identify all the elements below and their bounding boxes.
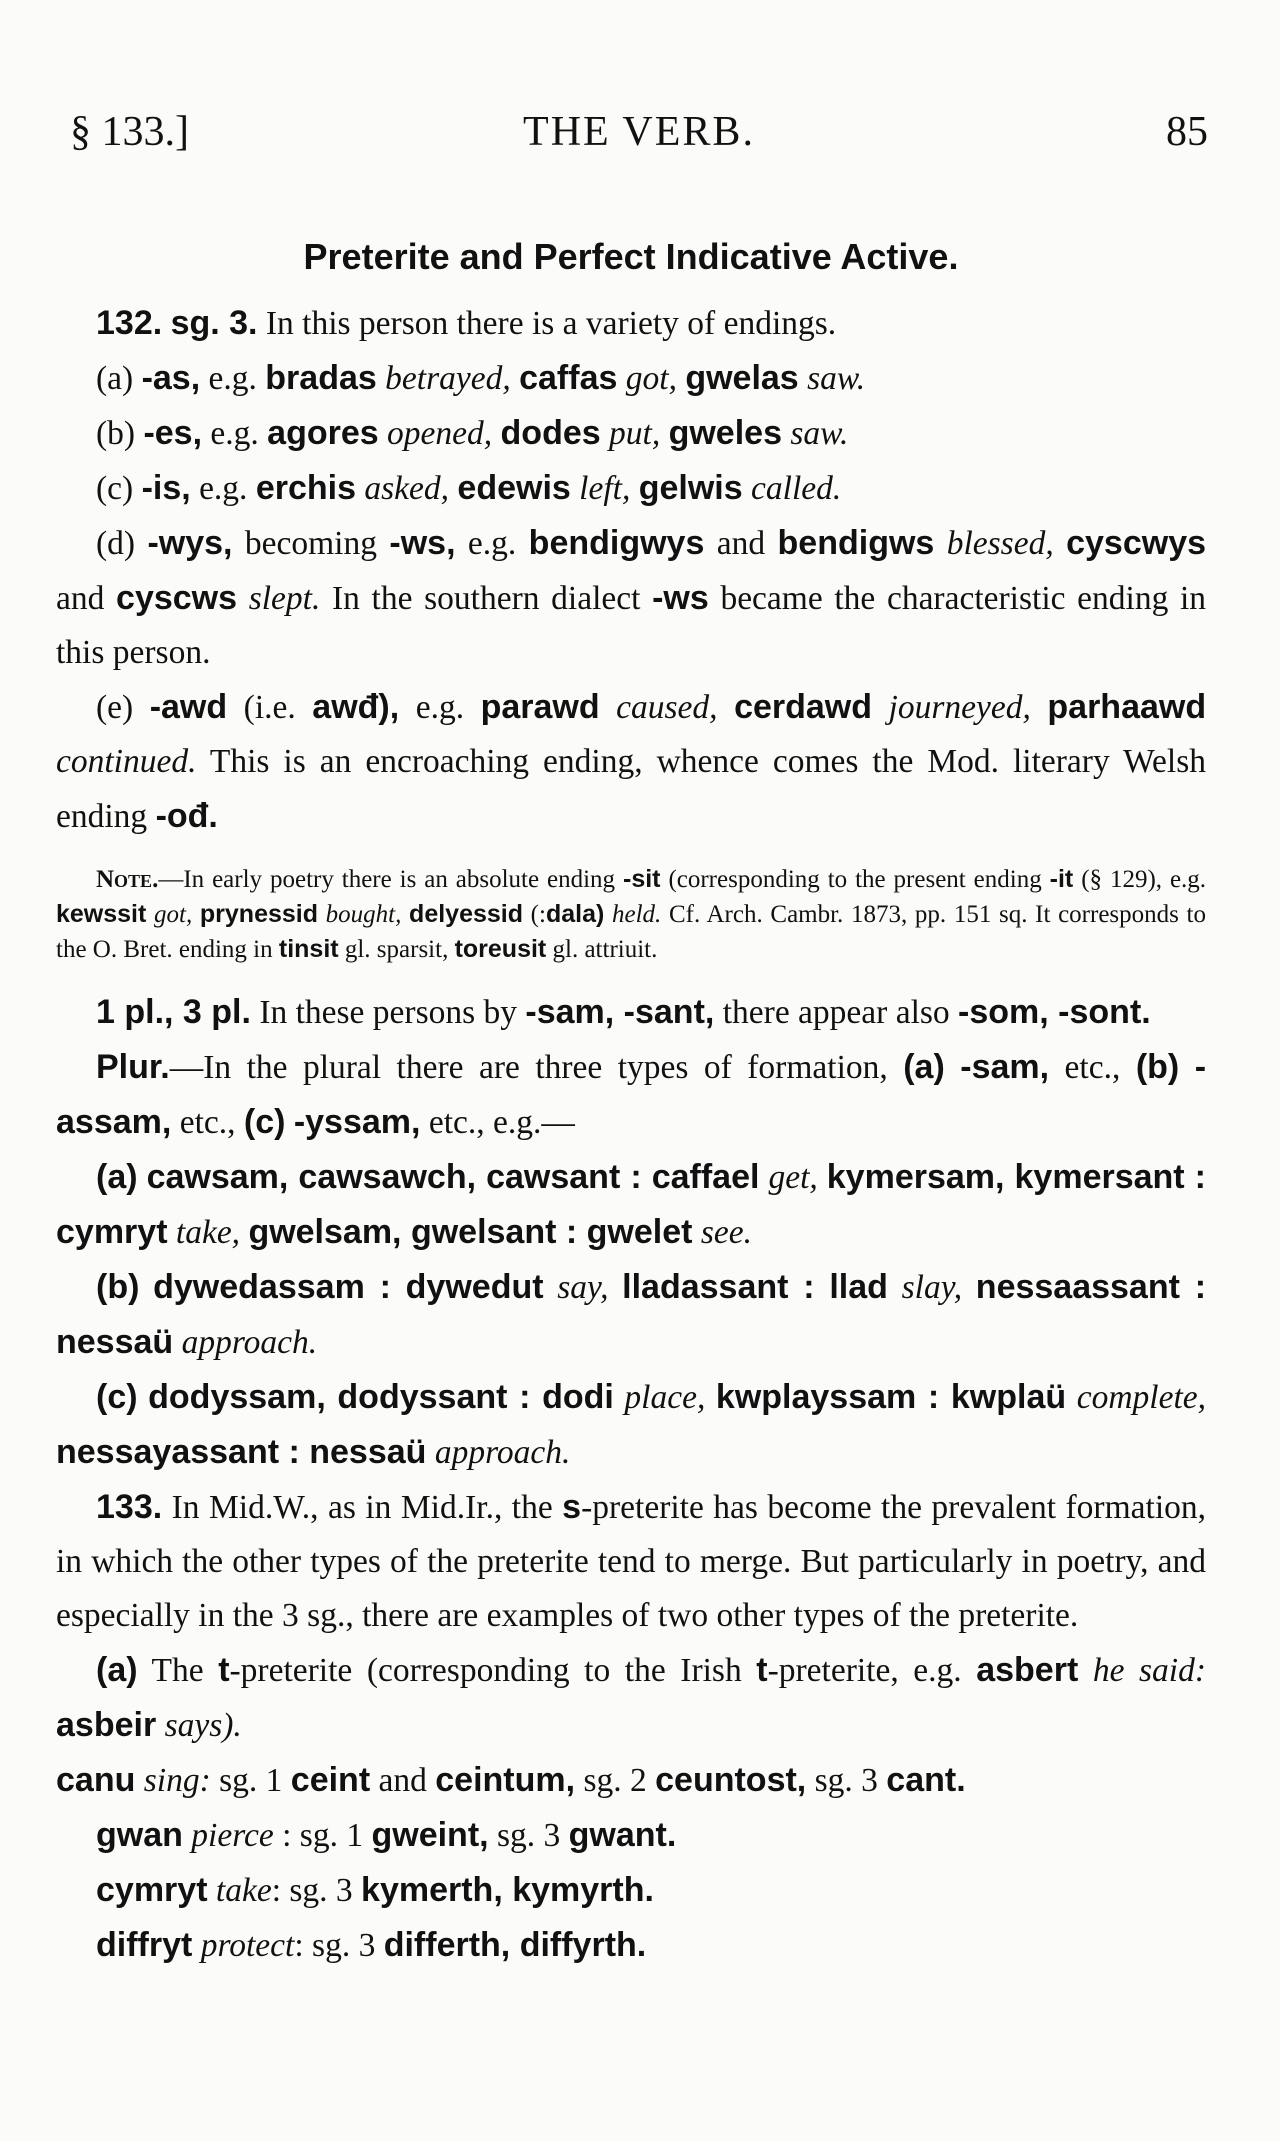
plural-examples-a: (a) cawsam, cawsawch, cawsant : caffael get, kymersam, kymersant : cymryt take, gwelsam, gwelsant : gwelet see. xyxy=(56,1158,1206,1251)
example-gwan: gwan pierce : sg. 1 gweint, sg. 3 gwant. xyxy=(96,1816,677,1854)
plural-examples-c: (c) dodyssam, dodyssant : dodi place, kwplayssam : kwplaü complete, nessayassant : nessaü approach. xyxy=(56,1378,1206,1471)
example-canu: canu sing: sg. 1 ceint and ceintum, sg. 2 ceuntost, sg. 3 cant. xyxy=(56,1761,966,1799)
person-label: sg. 3. xyxy=(170,304,258,342)
page-number: 85 xyxy=(1166,109,1208,155)
ending-c: (c) -is, e.g. erchis asked, edewis left, gelwis called. xyxy=(96,469,842,507)
plural-examples-b: (b) dywedassam : dywedut say, lladassant : llad slay, nessaassant : nessaü approach. xyxy=(56,1268,1207,1361)
ending-b: (b) -es, e.g. agores opened, dodes put, gweles saw. xyxy=(96,414,849,452)
page-body xyxy=(56,230,1206,1973)
footnote: Note.—In early poetry there is an absolute ending -sit (corresponding to the present ending -it (§ 129), e.g. kewssit got, prynessid bought, delyessid (:dala) held. Cf. Arch. Cambr. 1873, pp. 151 sq. It corresponds to the O. Bret. ending in tinsit gl. sparsit, toreusit gl. attriuit. xyxy=(56,865,1207,963)
paragraph-133: 133. In Mid.W., as in Mid.Ir., the s-preterite has become the prevalent formation, in which the other types of the preterite tend to merge. But particularly in poetry, and especially in the 3 sg., there are examples of two other types of the preterite. xyxy=(56,1488,1206,1634)
plural-types: Plur.—In the plural there are three types of formation, (a) -sam, etc., (b) -assam, etc., (c) -yssam, etc., e.g.— xyxy=(56,1048,1207,1141)
ending-a: (a) -as, e.g. bradas betrayed, caffas got, gwelas saw. xyxy=(96,359,866,397)
text: In this person there is a variety of endings. xyxy=(265,305,837,342)
ending-d: (d) -wys, becoming -ws, e.g. bendigwys and bendigws blessed, cyscwys and cyscws slept. In the southern dialect -ws became the characteristic ending in this person. xyxy=(56,524,1207,671)
running-header xyxy=(70,108,1208,158)
t-preterite: (a) The t-preterite (corresponding to the Irish t-preterite, e.g. asbert he said: asbeir says). xyxy=(56,1651,1207,1744)
running-title: THE VERB. xyxy=(523,109,755,155)
example-diffryt: diffryt protect: sg. 3 differth, diffyrth. xyxy=(96,1926,647,1964)
paragraph-132-intro xyxy=(56,296,1206,351)
example-cymryt: cymryt take: sg. 3 kymerth, kymyrth. xyxy=(96,1871,654,1909)
section-title: Preterite and Perfect Indicative Active. xyxy=(303,236,959,277)
plural-persons: 1 pl., 3 pl. In these persons by -sam, -sant, there appear also -som, -sont. xyxy=(96,993,1151,1031)
paragraph-number: 132. xyxy=(96,304,163,342)
ending-e: (e) -awd (i.e. awđ), e.g. parawd caused, cerdawd journeyed, parhaawd continued. This is an encroaching ending, whence comes the Mod. literary Welsh ending -ođ. xyxy=(56,688,1207,835)
section-reference: § 133.] xyxy=(70,109,189,155)
